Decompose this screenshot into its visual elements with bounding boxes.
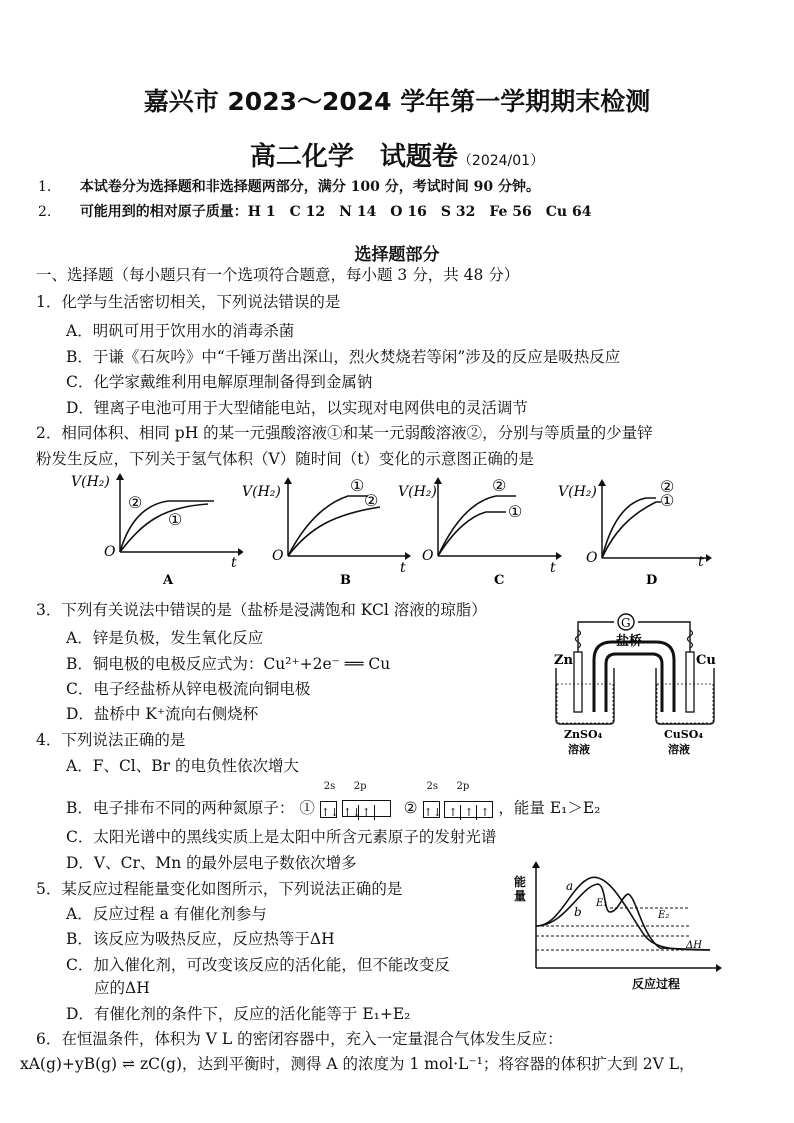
q5-option-b: B．该反应为吸热反应，反应热等于ΔH <box>66 930 335 948</box>
q1-option-b: B．于谦《石灰吟》中“千锤万凿出深山，烈火焚烧若等闲”涉及的反应是吸热反应 <box>66 348 621 366</box>
label-2p: 2p <box>456 781 470 792</box>
note-text: 可能用到的相对原子质量：H 1 C 12 N 14 O 16 S 32 Fe 56 Cu 64 <box>79 204 592 220</box>
q5-option-c: C．加入催化剂，可改变该反应的活化能，但不能改变反 <box>66 956 450 974</box>
x-label: t <box>400 560 406 576</box>
exam-subtitle <box>0 136 794 173</box>
cu-label: Cu <box>696 653 716 668</box>
q4-option-b-text: B．电子排布不同的两种氮原子： <box>66 799 295 817</box>
graph-caption: A <box>163 573 174 587</box>
x-label: t <box>698 554 704 570</box>
zinc-electrode <box>574 652 582 712</box>
label-2s: 2s <box>323 781 336 792</box>
q2-graph-c <box>396 472 571 587</box>
origin-label: O <box>586 550 598 566</box>
dh-label: ΔH <box>686 940 702 951</box>
copper-electrode <box>686 652 694 712</box>
q1-stem: 1．化学与生活密切相关，下列说法错误的是 <box>36 293 341 311</box>
q1-option-a: A．明矾可用于饮用水的消毒杀菌 <box>66 322 295 340</box>
orbital-2s: ↑↓ <box>320 801 337 818</box>
q3-stem: 3．下列有关说法中错误的是（盐桥是浸满饱和 KCl 溶液的琼脂） <box>36 601 487 619</box>
q4-option-b-tail: ，能量 E₁＞E₂ <box>498 799 601 817</box>
label-2s: 2s <box>426 781 439 792</box>
orbital-2s: ↑↓ <box>423 801 440 818</box>
atom-2-config <box>423 781 499 819</box>
y-label: V(H₂) <box>398 484 437 500</box>
x-label: t <box>231 555 237 571</box>
q2-graph-b <box>240 472 415 587</box>
y-label: V(H₂) <box>71 474 110 490</box>
graph-caption: B <box>340 573 351 587</box>
q2-stem-line1: 2．相同体积、相同 pH 的某一元强酸溶液①和某一元弱酸溶液②，分别与等质量的少量锌 <box>36 424 653 442</box>
note-2 <box>38 201 591 221</box>
curve-label-1: ① <box>350 476 365 495</box>
curve-label-2: ② <box>492 476 507 495</box>
left-solution-label: ZnSO₄ <box>564 728 603 741</box>
curve-label-2: ② <box>660 477 675 496</box>
curve-label-1: ① <box>508 502 523 521</box>
right-solution-label: CuSO₄ <box>664 728 704 741</box>
curve-label-1: ① <box>168 510 183 529</box>
q3-option-b: B．铜电极的电极反应式为：Cu²⁺+2e⁻ ══ Cu <box>66 655 391 673</box>
e2-label: E₂ <box>658 910 670 921</box>
exam-date: （2024/01） <box>457 153 545 169</box>
q2-graph-a <box>68 472 243 587</box>
curve-label-2: ② <box>128 493 143 512</box>
atom-1-marker: ① <box>299 799 315 817</box>
note-num: 1. <box>38 179 52 195</box>
note-text: 本试卷分为选择题和非选择题两部分，满分 100 分，考试时间 90 分钟。 <box>79 179 541 195</box>
graph-caption: C <box>494 573 505 587</box>
orbital-2p: ↑ ↑ ↑ <box>444 801 493 818</box>
y-label: V(H₂) <box>242 484 281 500</box>
exam-title: 嘉兴市 2023～2024 学年第一学期期末检测 <box>143 87 651 116</box>
meter-label: G <box>621 616 631 630</box>
q5-option-c-cont: 应的ΔH <box>94 979 150 997</box>
section-heading: 一、选择题（每小题只有一个选项符合题意，每小题 3 分，共 48 分） <box>36 266 520 284</box>
e1-label: E₁ <box>596 898 608 909</box>
q6-stem-line1: 6．在恒温条件，体积为 V L 的密闭容器中，充入一定量混合气体发生反应： <box>36 1030 563 1048</box>
origin-label: O <box>422 548 434 564</box>
q1-option-d: D．锂离子电池可用于大型储能电站，以实现对电网供电的灵活调节 <box>66 399 528 417</box>
q5-energy-diagram <box>510 856 730 996</box>
orbital-2p: ↑↓↑ <box>342 800 391 817</box>
q2-graph-d <box>556 472 731 587</box>
graph-caption: D <box>646 573 658 587</box>
q5-option-d: D．有催化剂的条件下，反应的活化能等于 E₁+E₂ <box>66 1005 411 1023</box>
origin-label: O <box>104 544 116 560</box>
q2-stem-line2: 粉发生反应，下列关于氢气体积（V）随时间（t）变化的示意图正确的是 <box>36 450 534 468</box>
x-label: t <box>550 560 556 576</box>
q5-option-a: A．反应过程 a 有催化剂参与 <box>66 905 267 923</box>
atom-2-marker: ② <box>403 799 418 817</box>
bridge-label: 盐桥 <box>616 634 643 649</box>
label-2p: 2p <box>353 781 367 792</box>
curve-label-2: ② <box>364 491 379 510</box>
right-solution-word: 溶液 <box>668 743 690 756</box>
x-axis-label: 反应过程 <box>632 977 681 991</box>
origin-label: O <box>272 548 284 564</box>
q4-option-b <box>66 781 601 819</box>
y-label: V(H₂) <box>558 484 597 500</box>
curve-label-1: ① <box>660 491 675 510</box>
q6-stem-line2: xA(g)+yB(g) ⇌ zC(g)，达到平衡时，测得 A 的浓度为 1 mol·L⁻¹；将容器的体积扩大到 2V L， <box>20 1055 695 1073</box>
note-num: 2. <box>38 204 52 220</box>
note-1 <box>38 176 540 196</box>
q4-option-c: C．太阳光谱中的黑线实质上是太阳中所含元素原子的发射光谱 <box>66 828 497 846</box>
subtitle-text: 高二化学 试题卷 <box>249 142 458 172</box>
q3-galvanic-cell-figure <box>550 600 725 760</box>
q1-option-c: C．化学家戴维利用电解原理制备得到金属钠 <box>66 373 373 391</box>
curve-a-label: a <box>566 879 574 893</box>
q5-stem: 5．某反应过程能量变化如图所示，下列说法正确的是 <box>36 880 403 898</box>
y-axis-label: 能量 <box>514 875 527 903</box>
q3-option-a: A．锌是负极，发生氧化反应 <box>66 629 264 647</box>
q4-option-d: D．V、Cr、Mn 的最外层电子数依次增多 <box>66 854 357 872</box>
q3-option-c: C．电子经盐桥从锌电极流向铜电极 <box>66 680 311 698</box>
q3-option-d: D．盐桥中 K⁺流向右侧烧杯 <box>66 705 259 723</box>
q4-option-a: A．F、Cl、Br 的电负性依次增大 <box>66 757 299 775</box>
q4-stem: 4．下列说法正确的是 <box>36 731 186 749</box>
curve-b-label: b <box>574 905 582 919</box>
atom-1-config <box>320 781 396 819</box>
zn-label: Zn <box>554 653 573 668</box>
section-title: 选择题部分 <box>354 245 440 265</box>
left-solution-word: 溶液 <box>568 743 590 756</box>
